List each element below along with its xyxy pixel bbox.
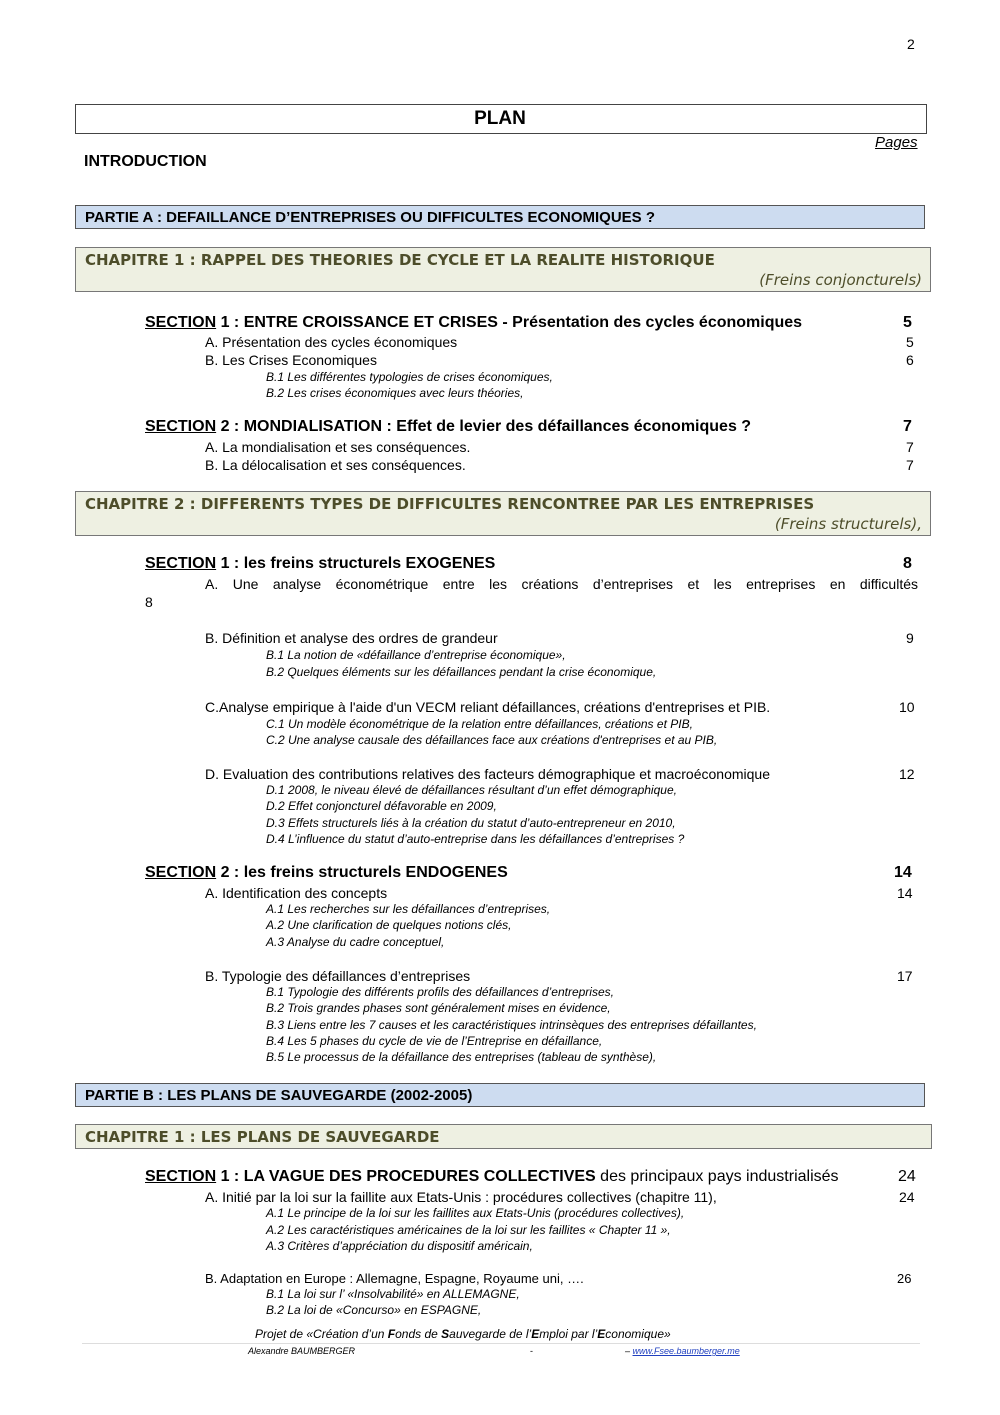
toc-page: 10 [899, 699, 915, 715]
toc-subitem: D.4 L’influence du statut d’auto-entreprise dans les défaillances d’entreprises ? [266, 832, 685, 846]
section-label: SECTION [145, 314, 217, 331]
toc-item: A. Une analyse économétrique entre les créations d’entreprises et les entreprises en difficultés [205, 576, 918, 592]
footer-link-prefix: – [625, 1346, 633, 1356]
partie-a-heading: PARTIE A : DEFAILLANCE D’ENTREPRISES OU DIFFICULTES ECONOMIQUES ? [75, 205, 925, 229]
toc-subitem: D.1 2008, le niveau élevé de défaillances résultant d’un effet démographique, [266, 783, 677, 797]
toc-item: B. Adaptation en Europe : Allemagne, Espagne, Royaume uni, …. [205, 1271, 584, 1286]
chapitre-1-subtitle: (Freins conjoncturels) [759, 271, 922, 289]
introduction-heading: INTRODUCTION [84, 153, 207, 170]
section-title: 2 : les freins structurels ENDOGENES [216, 864, 508, 881]
toc-subitem: D.2 Effet conjoncturel défavorable en 2009, [266, 799, 497, 813]
toc-page: 14 [897, 885, 913, 901]
toc-page: 8 [145, 594, 153, 610]
toc-subitem: D.3 Effets structurels liés à la création du statut d’auto-entrepreneur en 2010, [266, 816, 676, 830]
toc-subitem: B.1 La loi sur l’ «Insolvabilité» en ALLEMAGNE, [266, 1287, 520, 1301]
section-page: 24 [898, 1168, 916, 1185]
toc-item: B. Définition et analyse des ordres de grandeur [205, 630, 498, 646]
toc-item: A. La mondialisation et ses conséquences. [205, 439, 471, 455]
toc-page: 9 [906, 630, 914, 646]
toc-page: 7 [906, 439, 914, 455]
toc-subitem: A.2 Une clarification de quelques notions clés, [266, 918, 512, 932]
section-title: 1 : les freins structurels EXOGENES [216, 555, 496, 572]
toc-subitem: A.3 Critères d’appréciation du dispositif américain, [266, 1239, 533, 1253]
section-page: 14 [894, 864, 912, 881]
section-page: 5 [903, 314, 912, 331]
section-label: SECTION [145, 1168, 217, 1185]
toc-item: C.Analyse empirique à l'aide d'un VECM reliant défaillances, créations d'entreprises et PIB. [205, 699, 771, 715]
section-title: 1 : ENTRE CROISSANCE ET CRISES - Présentation des cycles économiques [216, 314, 803, 331]
toc-subitem: B.3 Liens entre les 7 causes et les caractéristiques intrinsèques des entreprises défaillantes, [266, 1018, 757, 1032]
partie-b-heading: PARTIE B : LES PLANS DE SAUVEGARDE (2002-2005) [75, 1083, 925, 1107]
toc-item: A. Présentation des cycles économiques [205, 334, 458, 350]
section-page: 7 [903, 418, 912, 435]
toc-subitem: B.4 Les 5 phases du cycle de vie de l’Entreprise en défaillance, [266, 1034, 603, 1048]
footer-link-wrap [625, 1346, 740, 1356]
page-number: 2 [907, 36, 915, 52]
toc-subitem: B.1 Les différentes typologies de crises économiques, [266, 370, 553, 384]
toc-subitem: B.5 Le processus de la défaillance des entreprises (tableau de synthèse), [266, 1050, 657, 1064]
footer-dash: - [530, 1346, 533, 1356]
toc-page: 5 [906, 334, 914, 350]
section-heading [145, 314, 802, 332]
footer-divider [82, 1343, 920, 1344]
toc-page: 7 [906, 457, 914, 473]
toc-page: 6 [906, 352, 914, 368]
toc-page: 26 [897, 1271, 912, 1286]
toc-item: A. Initié par la loi sur la faillite aux Etats-Unis : procédures collectives (chapitre 11), [205, 1189, 717, 1205]
section-label: SECTION [145, 555, 217, 572]
chapitre-2-subtitle: (Freins structurels), [774, 515, 922, 533]
section-page: 8 [903, 555, 912, 572]
toc-subitem: B.2 Quelques éléments sur les défaillances pendant la crise économique, [266, 665, 657, 679]
toc-item: B. Les Crises Economiques [205, 352, 377, 368]
chapitre-2-title: CHAPITRE 2 : DIFFERENTS TYPES DE DIFFICULTES RENCONTREE PAR LES ENTREPRISES [85, 495, 815, 513]
toc-subitem: C.1 Un modèle économétrique de la relation entre défaillances, créations et PIB, [266, 717, 693, 731]
footer-website-link[interactable]: www.Fsee.baumberger.me [632, 1346, 740, 1356]
chapitre-1-title: CHAPITRE 1 : RAPPEL DES THEORIES DE CYCLE ET LA REALITE HISTORIQUE [85, 251, 715, 269]
toc-page: 17 [897, 968, 913, 984]
toc-subitem: A.1 Les recherches sur les défaillances d’entreprises, [266, 902, 551, 916]
section-heading [145, 555, 495, 573]
toc-subitem: A.2 Les caractéristiques américaines de la loi sur les faillites « Chapter 11 », [266, 1223, 671, 1237]
toc-subitem: B.2 La loi de «Concurso» en ESPAGNE, [266, 1303, 482, 1317]
toc-page: 24 [899, 1189, 915, 1205]
toc-subitem: B.1 La notion de «défaillance d’entreprise économique», [266, 648, 566, 662]
section-title-rest: des principaux pays industrialisés [595, 1168, 839, 1185]
toc-page: 12 [899, 766, 915, 782]
section-heading [145, 864, 508, 882]
partie-b-chapitre-1-title: CHAPITRE 1 : LES PLANS DE SAUVEGARDE [85, 1128, 440, 1146]
section-heading [145, 418, 751, 436]
chapitre-2-box [75, 491, 931, 536]
chapitre-1-box [75, 247, 931, 292]
toc-item: D. Evaluation des contributions relatives des facteurs démographique et macroéconomique [205, 766, 770, 782]
footer-author: Alexandre BAUMBERGER [248, 1346, 356, 1356]
toc-item: B. Typologie des défaillances d’entreprises [205, 968, 471, 984]
section-heading [145, 1168, 839, 1186]
section-label: SECTION [145, 418, 217, 435]
section-title: 2 : MONDIALISATION : Effet de levier des défaillances économiques ? [216, 418, 752, 435]
partie-b-chapitre-1-box [75, 1124, 932, 1149]
toc-subitem: B.2 Trois grandes phases sont généralement mises en évidence, [266, 1001, 611, 1015]
section-title: 1 : LA VAGUE DES PROCEDURES COLLECTIVES [216, 1168, 596, 1185]
footer-project: Projet de «Création d’un Fonds de Sauvegarde de l’Emploi par l’Economique» [255, 1327, 671, 1341]
toc-item: A. Identification des concepts [205, 885, 388, 901]
toc-subitem: A.3 Analyse du cadre conceptuel, [266, 935, 445, 949]
toc-subitem: A.1 Le principe de la loi sur les faillites aux Etats-Unis (procédures collectives), [266, 1206, 685, 1220]
section-label: SECTION [145, 864, 217, 881]
plan-title: PLAN [474, 108, 526, 129]
toc-item: B. La délocalisation et ses conséquences. [205, 457, 466, 473]
toc-subitem: B.2 Les crises économiques avec leurs théories, [266, 386, 524, 400]
toc-subitem: C.2 Une analyse causale des défaillances face aux créations d'entreprises et au PIB, [266, 733, 718, 747]
toc-subitem: B.1 Typologie des différents profils des défaillances d’entreprises, [266, 985, 614, 999]
pages-label: Pages [875, 134, 918, 151]
